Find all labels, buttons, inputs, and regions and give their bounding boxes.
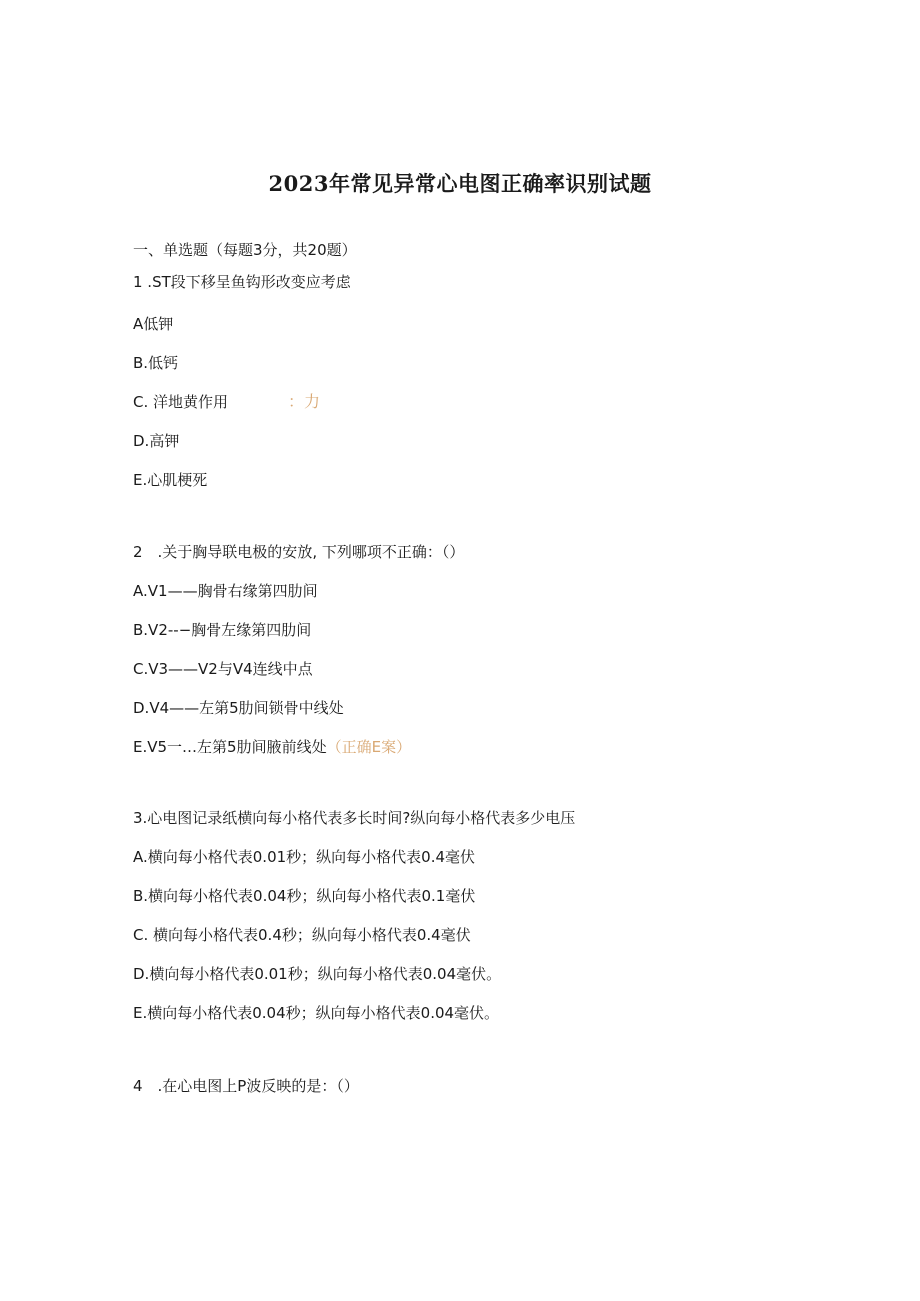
- question-2-option-d: D.V4——左第5肋间锁骨中线处: [133, 699, 344, 717]
- question-4-stem: 4 .在心电图上P波反映的是：（）: [133, 1077, 359, 1095]
- question-3-option-c: C. 横向每小格代表0.4秒；纵向每小格代表0.4毫伏: [133, 926, 471, 944]
- question-1-option-b: B.低钙: [133, 354, 179, 372]
- question-1-option-e: E.心肌梗死: [133, 471, 208, 489]
- question-2-annotation: （正确E案）: [326, 738, 412, 756]
- question-2-option-a: A.V1——胸骨右缘第四肋间: [133, 582, 318, 600]
- question-3-stem: 3.心电图记录纸横向每小格代表多长时间?纵向每小格代表多少电压: [133, 809, 576, 827]
- question-2-option-e: [133, 737, 411, 757]
- question-1-annotation: ：力: [288, 392, 321, 411]
- question-3-option-a: A.横向每小格代表0.01秒；纵向每小格代表0.4毫伏: [133, 848, 476, 866]
- page-title: 2023年常见异常心电图正确率识别试题: [268, 171, 652, 196]
- question-1-option-d: D.高钾: [133, 432, 180, 450]
- question-2-option-c: C.V3——V2与V4连线中点: [133, 660, 313, 678]
- question-3-option-b: B.横向每小格代表0.04秒；纵向每小格代表0.1毫伏: [133, 887, 476, 905]
- section-heading: 一、单选题（每题3分，共20题）: [133, 241, 357, 259]
- question-1-option-c: C. 洋地黄作用: [133, 393, 229, 411]
- question-2-stem: 2 .关于胸导联电极的安放, 下列哪项不正确：（）: [133, 543, 465, 561]
- question-1-option-a: A低钾: [133, 315, 174, 333]
- question-2-option-b: B.V2--−胸骨左缘第四肋间: [133, 621, 312, 639]
- question-3-option-e: E.横向每小格代表0.04秒；纵向每小格代表0.04毫伏。: [133, 1004, 500, 1022]
- question-1-stem: 1 .ST段下移呈鱼钩形改变应考虑: [133, 273, 351, 291]
- question-3-option-d: D.横向每小格代表0.01秒；纵向每小格代表0.04毫伏。: [133, 965, 502, 983]
- question-2-option-e-text: E.V5一…左第5肋间腋前线处: [133, 738, 327, 756]
